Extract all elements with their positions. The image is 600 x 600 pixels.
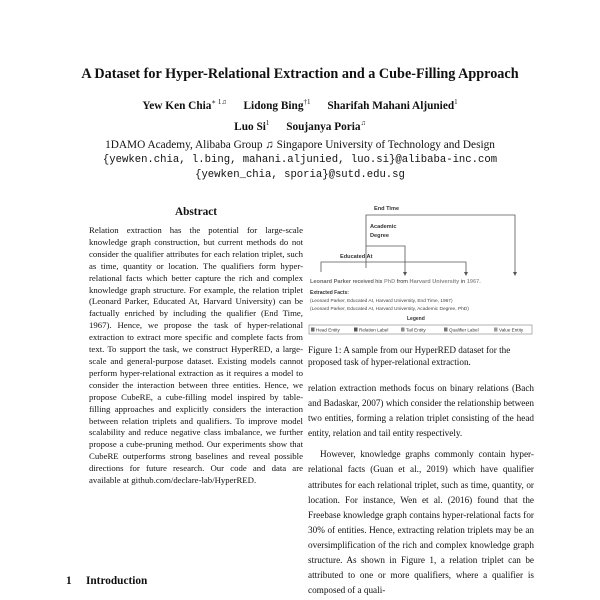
legend-item: Qualifier Label [449,327,479,333]
author-line-1 [0,100,600,112]
author: Luo Si$^1$ [234,119,270,133]
paper-title: A Dataset for Hyper-Relational Extraction and a Cube-Filling Approach [81,66,519,82]
head-entity: Leonard Parker [310,279,352,285]
section-number: 1 [66,575,72,587]
degree-label: Degree [370,233,389,239]
end-time-label: End Time [374,206,400,212]
educated-at-connector [321,262,466,272]
fact-1: (Leonard Parker, Educated At, Harvard University, End Time, 1967) [310,299,453,304]
tail-entity: Harvard University [409,279,460,285]
author-line-2 [0,121,600,133]
legend-swatch [311,328,315,332]
value-entity: 1967. [466,279,481,285]
author: Soujanya Poria♫ [286,119,366,133]
right-column-text [308,381,534,598]
legend-label: Legend [407,316,425,322]
legend-swatch [494,328,498,332]
legend-item: Relation Label [359,327,389,333]
legend-swatch [444,328,448,332]
author: Lidong Bing$^{\dagger 1}$ [243,98,311,112]
figure-1-caption: Figure 1: A sample from our HyperRED dataset for the proposed task of hyper-relational extraction. [308,345,511,367]
author: Yew Ken Chia$^{∗ 1♫}$ [142,98,227,112]
educated-at-label: Educated At [340,254,373,260]
value-entity: PhD [384,279,396,285]
author: Sharifah Mahani Aljunied$^1$ [327,98,458,112]
emails-line-1: {yewken.chia, l.bing, mahani.aljunied, luo.si}@alibaba-inc.com [102,154,498,166]
legend-item: Tail Entity [406,327,426,333]
abstract-text: Relation extraction has the potential for large-scale knowledge graph construction, but current methods do not consider the qualifier attributes for each relation triplet, such as time, quantity or location. The qualifiers form hyper-relational facts which better capture the rich and complex knowledge graph structure. For example, the relation triplet (Leonard Parker, Educated At, Harvard University) can be factually enriched by including the qualifier (End Time, 1967). Hence, we propose the task of hyper-relational extraction to extract more specific and complete facts from text. To support the task, we construct HyperRED, a large-scale and general-purpose dataset. Existing models cannot perform hyper-relational extraction as it requires a model to consider the interaction between three entities. Hence, we propose CubeRE, a cube-filling model inspired by table-filling approaches and explicitly considers the interaction between relation triplets and qualifiers. To improve model scalability and reduce negative class imbalance, we further propose a cube-pruning method. Our experiments show that CubeRE outperforms strong baselines and reveal possible directions for future research. Our code and data are available at github.com/declare-lab/HyperRED. [89,225,303,486]
figure-1-diagram [308,200,534,335]
fact-2: (Leonard Parker, Educated At, Harvard University, Academic Degree, PhD) [310,307,469,312]
legend-swatch [401,328,405,332]
sample-sentence: Leonard Parker received his PhD from Harvard University in 1967. [310,279,481,285]
affiliations: 1DAMO Academy, Alibaba Group ♫ Singapore University of Technology and Design [105,139,495,151]
section-title: Introduction [86,575,148,587]
legend-item: Value Entity [499,327,524,333]
paragraph: However, knowledge graphs commonly contain hyper-relational facts (Guan et al., 2019) which have qualifier attributes for each relational triplet, such as time, quantity, or location. For instance, Wen et al. (2016) found that the Freebase knowledge graph contains hyper-relational facts for 30% of entities. Hence, extracting relation triplets may be an oversimplification of the rich and complex knowledge graph structure. As shown in Figure 1, a relation triplet can be attributed to one or more qualifiers, where a qualifier is composed of a quali- [308,449,534,596]
legend-swatch [354,328,358,332]
paragraph: relation extraction methods focus on binary relations (Bach and Badaskar, 2007) which consider the relationship between two entities, forming a relation triplet consisting of the head entity, relation and tail entity respectively. [308,383,534,439]
legend-items [311,328,524,333]
abstract-heading: Abstract [174,206,218,218]
section-heading [66,575,147,587]
emails-line-2: {yewken_chia, sporia}@sutd.edu.sg [195,169,405,181]
extracted-facts-label: Extracted Facts: [310,290,349,296]
academic-label: Academic [370,224,397,230]
legend-item: Head Entity [316,327,340,333]
